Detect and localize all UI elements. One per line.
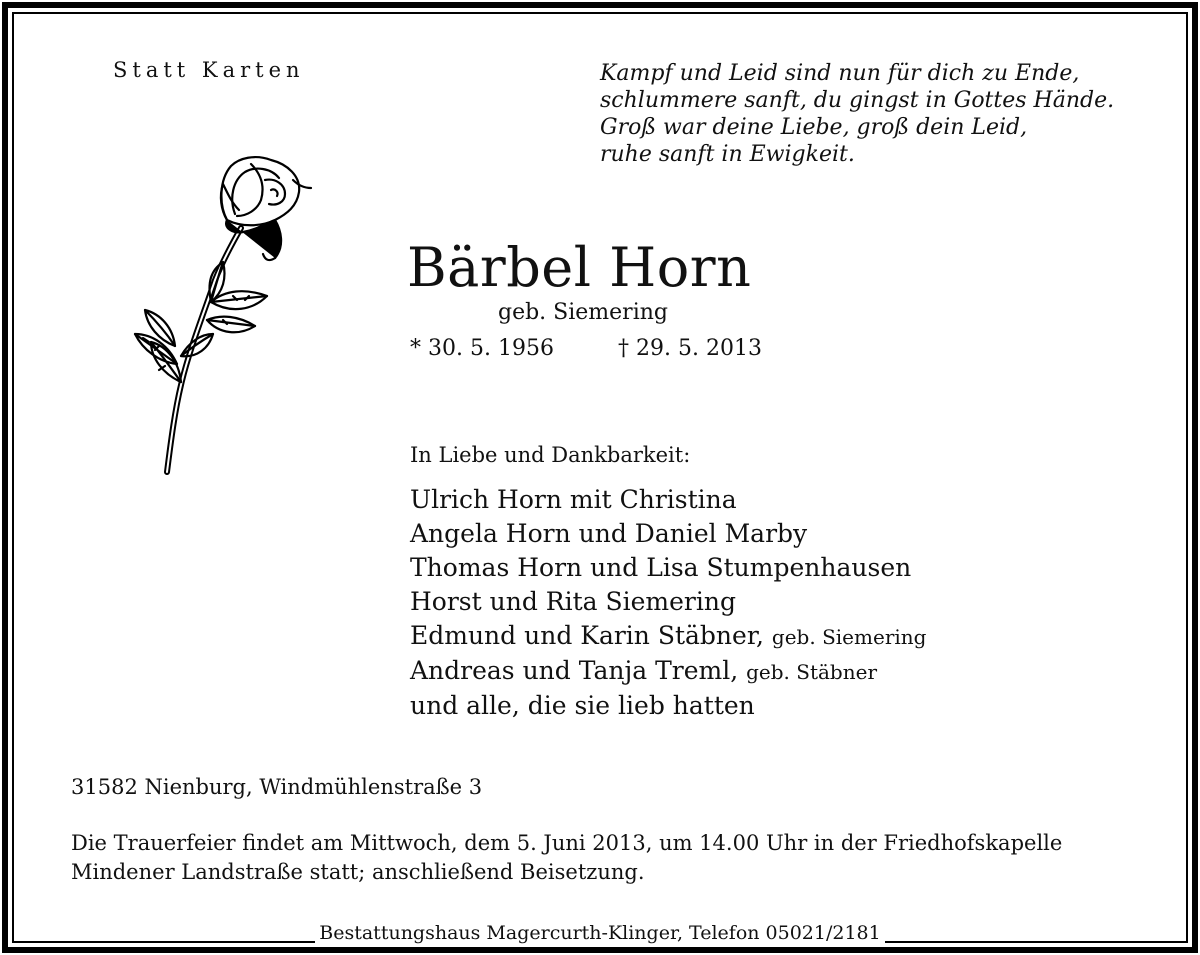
- mourner-name: Ulrich Horn mit Christina: [410, 485, 737, 514]
- list-item: [410, 689, 926, 723]
- mourners-intro: In Liebe und Dankbarkeit:: [410, 443, 691, 467]
- birth-date: * 30. 5. 1956: [410, 336, 554, 361]
- funeral-line: Die Trauerfeier findet am Mittwoch, dem 5. Juni 2013, um 14.00 Uhr in der Friedhofskapelle: [71, 831, 1063, 855]
- deceased-name: Bärbel Horn: [407, 236, 752, 299]
- rose-icon: [115, 150, 325, 480]
- mourner-name: Edmund und Karin Stäbner,: [410, 621, 764, 650]
- mourner-name: Angela Horn und Daniel Marby: [410, 519, 808, 548]
- mourner-note: geb. Stäbner: [746, 660, 878, 684]
- list-item: [410, 517, 926, 551]
- poem-line: Groß war deine Liebe, groß dein Leid,: [600, 115, 1028, 140]
- address: 31582 Nienburg, Windmühlenstraße 3: [71, 775, 483, 799]
- mourner-name: Horst und Rita Siemering: [410, 587, 736, 616]
- funeral-line: Mindener Landstraße statt; anschließend Beisetzung.: [71, 860, 645, 884]
- undertaker-info: Bestattungshaus Magercurth-Klinger, Telefon 05021/2181: [315, 922, 884, 944]
- list-item: [410, 483, 926, 517]
- list-item: [410, 654, 926, 689]
- list-item: [410, 551, 926, 585]
- mourners-list: [410, 483, 926, 723]
- list-item: [410, 585, 926, 619]
- poem-line: ruhe sanft in Ewigkeit.: [600, 142, 855, 167]
- funeral-notice: [71, 829, 1062, 887]
- statt-karten-label: Statt Karten: [113, 58, 305, 82]
- poem-line: Kampf und Leid sind nun für dich zu Ende,: [600, 61, 1080, 86]
- death-date: † 29. 5. 2013: [618, 336, 762, 361]
- poem-line: schlummere sanft, du gingst in Gottes Hände.: [600, 88, 1115, 113]
- mourner-name: Andreas und Tanja Treml,: [410, 656, 739, 685]
- list-item: [410, 619, 926, 654]
- mourner-name: und alle, die sie lieb hatten: [410, 691, 755, 720]
- born-name: geb. Siemering: [498, 300, 668, 325]
- poem: [600, 60, 1114, 168]
- mourner-note: geb. Siemering: [771, 625, 927, 649]
- mourner-name: Thomas Horn und Lisa Stumpenhausen: [410, 553, 912, 582]
- footer: [0, 922, 1200, 944]
